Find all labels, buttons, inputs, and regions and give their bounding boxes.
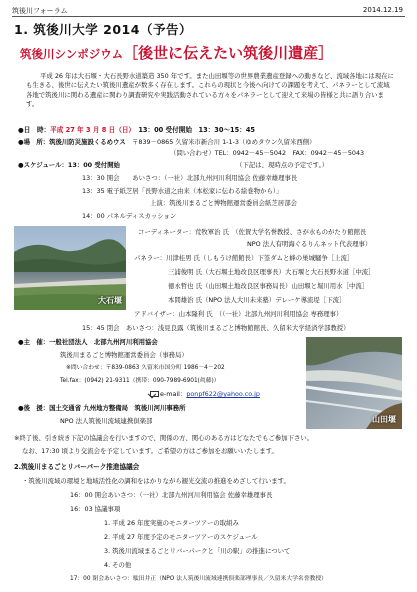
photo-yamada-caption: 山田堰 — [372, 415, 396, 424]
symposium-label: 筑後川シンポジウム — [20, 47, 124, 61]
event-date-row — [18, 126, 255, 135]
schedule-label: ●スケジュール：13：00 受付開始 — [18, 161, 120, 169]
photo-oishi-caption: 大石堰 — [98, 296, 122, 305]
advisor: アドバイザー：山本隆利 氏 （（一社）北部九州河川利用協会 専務理事） — [134, 310, 343, 318]
schedule-1330: 13：30 開会 あいさつ：（一社）北部九州河川利用協会 佐藤幸雄理事長 — [82, 174, 298, 182]
panelist-1: パネラー：川津桂男 氏（しもうけ館館長）下筌ダムと蜂の巣城騒争［上流］ — [134, 254, 354, 262]
schedule-row — [18, 161, 120, 170]
schedule-1400: 14：00 パネルディスカッション — [82, 212, 177, 220]
section2-1700: 17：00 閉会あいさつ：駄田井正（NPO 法人筑後川流域連携倶楽部理事長／久留米大学名誉教授） — [70, 576, 327, 582]
section2-title: 2.筑後川まるごとリバーパーク推進協議会 — [14, 463, 140, 471]
date-value: 平成 27 年 3 月 8 日（日） — [50, 126, 132, 134]
coordinator: コーディネーター：荒牧軍治 氏 （佐賀大学名誉教授、さが水ものがたり館館長 — [138, 228, 367, 236]
date-times: 13：00 受付開始 13：30～15：45 — [138, 126, 256, 134]
note-1: ※終了後、引き続き下記の協議会を行いますので、関係の方、関心のある方はどなたでもご参加下さい。 — [14, 434, 314, 442]
agenda-item-4: 4. その他 — [104, 561, 132, 569]
agenda-item-3: 3. 筑後川流域まるごとリバーパークと「川の駅」の推進について — [104, 547, 291, 555]
support-org-2: NPO 法人筑後川流域連携倶楽部 — [60, 417, 153, 425]
support-row — [18, 404, 186, 413]
schedule-1545: 15：45 閉会 あいさつ：浅見良露（筑後川まるごと博物館館長、久留米大学経済学部教授） — [82, 324, 350, 332]
host-label: ●主 催：一般社団法人 北部九州河川利用協会 — [18, 338, 158, 346]
coordinator-affiliation: NPO 法人有明海ぐるりんネット代表理事） — [247, 240, 372, 248]
schedule-1335: 13：35 電子紙芝居「長野水道之由来（本松家に伝わる絵巻物から）」 — [82, 187, 283, 195]
intro-paragraph: 平成 26 年は大石堰・大石長野水道築造 350 年です。また山田堰等の世界農業遺産登録への動きなど、流域各地には現在にも生きる、後世に伝えたい筑後川遺産が数多く存在します。これらの現状と今後へ向けての課題を考えて、パネラーとして流域各地で筑後川に関わる遺産に関わり調査研究や実践活動されている方々をパネラーとして迎えて来場の皆様と共に語り合います。 — [26, 72, 394, 109]
panelist-4: 本間雄治 氏（NPO 法人大川未来塾）デレーケ導流堤［下流］ — [168, 296, 346, 304]
support-label: ●後 援：国土交通省 九州地方整備局 筑後川河川事務所 — [18, 404, 186, 412]
date-label: ●日 時： — [18, 126, 51, 134]
host-contact: ※問い合わせ：〒839-0863 久留米市国分町 1986－4－202 — [66, 365, 225, 371]
header-rule — [12, 16, 405, 17]
venue-label: ●場 所：筑後川防災施設くるめウス — [18, 138, 126, 146]
schedule-note: （下記は、現時点の予定です。） — [236, 161, 329, 169]
symposium-heading — [20, 42, 333, 63]
agenda-item-2: 2. 平成 27 年度予定のモニターツアーのスケジュール — [104, 533, 258, 541]
schedule-1335-performer: 上演：筑後川まるごと博物館運営委員会紙芝居部会 — [150, 199, 297, 207]
agenda-item-1: 1. 平成 26 年度実施のモニターツアーの取組み — [104, 519, 239, 527]
venue-address: 〒839－0865 久留米市新合川 1-1-3（ゆめタウン久留米西側） — [132, 138, 316, 146]
host-row — [18, 338, 158, 347]
venue-contact: （問い合わせ）TEL：0942－45－5042 FAX：0942－45－5043 — [170, 149, 365, 157]
photo-oishi-weir — [14, 226, 126, 310]
symposium-theme: ［後世に伝えたい筑後川遺産］ — [123, 44, 334, 62]
venue-row — [18, 138, 316, 147]
panelist-3: 徳永哲也 氏（山田堰土地改良区事務局長）山田堰と堀川用水［中流］ — [168, 282, 369, 290]
note-2: なお、17:30 頃より交流会を予定しています。ご希望の方はご参加をお願いいたします。 — [22, 447, 278, 455]
mail-icon — [150, 391, 159, 397]
host-email-label: e-mail： — [160, 390, 187, 398]
host-email-link[interactable]: ponpf622@yahoo.co.jp — [186, 390, 260, 398]
host-email-row — [150, 390, 260, 399]
panelist-2: 三浦俊明 氏（大石堰土地改良区理事長）大石堰と大石長野水道［中流］ — [168, 268, 375, 276]
host-committee: 筑後川まるごと博物館運営委員会（事務局） — [60, 351, 188, 359]
header-date: 2014.12.19 — [362, 6, 403, 14]
section2-lead: ・筑後川流域の環境と地域活性化の調和をはかりながら観光交流の推進をめざして行います。 — [22, 477, 290, 485]
header-org: 筑後川フォーラム — [12, 7, 68, 15]
section1-title: 1. 筑後川大学 2014（予告） — [14, 22, 192, 37]
section2-1600: 16：00 開会あいさつ：（一社）北部九州河川利用協会 佐藤幸雄理事長 — [70, 491, 273, 499]
section2-1603: 16：03 協議事項 — [70, 505, 121, 513]
photo-yamada-weir — [306, 337, 402, 429]
host-tel: Tel.fax：(0942) 21-9311（携帯：090-7989-6901(眞藤)） — [60, 378, 220, 384]
